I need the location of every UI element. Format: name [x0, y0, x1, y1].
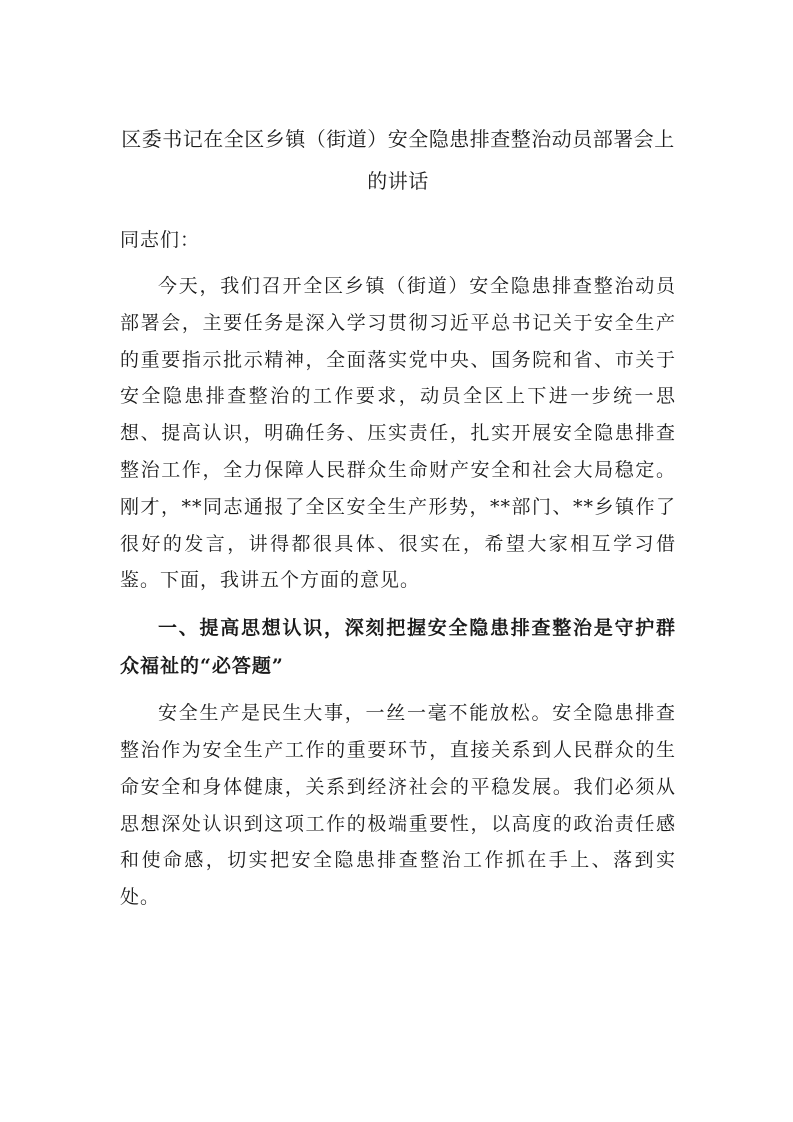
document-body: [120, 118, 676, 916]
section-heading-1: 一、提高思想认识，深刻把握安全隐患排查整治是守护群众福祉的“必答题”: [120, 617, 676, 678]
intro-paragraph: 今天，我们召开全区乡镇（街道）安全隐患排查整治动员部署会，主要任务是深入学习贯彻习近平总书记关于安全生产的重要指示批示精神，全面落实党中央、国务院和省、市关于安全隐患排查整治的工作要求，动员全区上下进一步统一思想、提高认识，明确任务、压实责任，扎实开展安全隐患排查整治工作，全力保障人民群众生命财产安全和社会大局稳定。刚才，**同志通报了全区安全生产形势，**部门、**乡镇作了很好的发言，讲得都很具体、很实在，希望大家相互学习借鉴。下面，我讲五个方面的意见。: [120, 275, 676, 592]
document-title: 区委书记在全区乡镇（街道）安全隐患排查整治动员部署会上的讲话: [121, 127, 675, 193]
salutation: 同志们：: [120, 229, 201, 251]
section-1-paragraph: 安全生产是民生大事，一丝一毫不能放松。安全隐患排查整治作为安全生产工作的重要环节，直接关系到人民群众的生命安全和身体健康，关系到经济社会的平稳发展。我们必须从思想深处认识到这项工作的极端重要性，以高度的政治责任感和使命感，切实把安全隐患排查整治工作抓在手上、落到实处。: [120, 702, 676, 909]
